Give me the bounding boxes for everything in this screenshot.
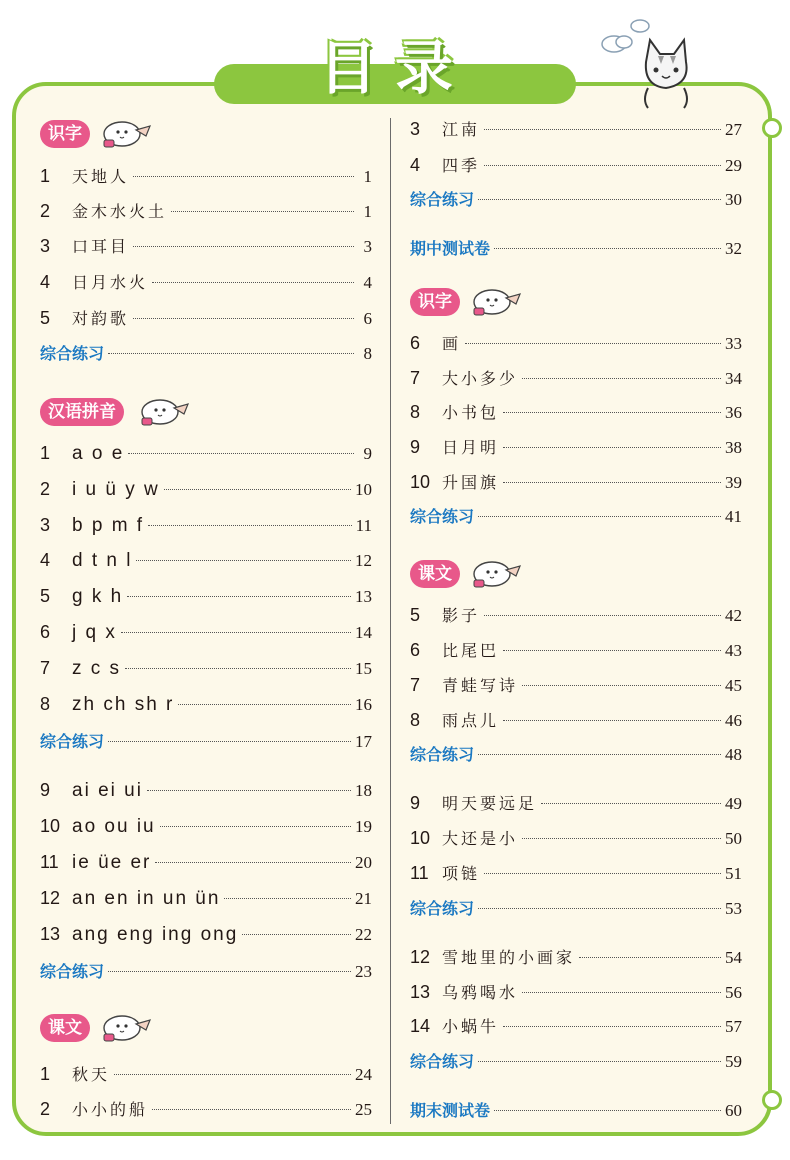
- toc-entry[interactable]: [40, 658, 372, 682]
- dot-leader: [147, 790, 351, 791]
- page-number: 34: [725, 369, 742, 388]
- binder-ring-bottom: [762, 1090, 782, 1110]
- page-number: 14: [355, 623, 372, 642]
- entry-number: 11: [40, 852, 59, 872]
- toc-entry[interactable]: [40, 694, 372, 718]
- dot-leader: [224, 898, 351, 899]
- page-number: 17: [355, 732, 372, 751]
- seal-mascot-icon: [468, 556, 522, 590]
- entry-number: 10: [410, 472, 431, 492]
- entry-number: 5: [410, 605, 421, 625]
- dot-leader: [108, 971, 351, 972]
- entry-title: 乌鸦喝水: [442, 983, 519, 1002]
- dot-leader: [121, 632, 351, 633]
- entry-title: 影子: [442, 606, 481, 625]
- dot-leader: [133, 176, 354, 177]
- entry-title: 雨点儿: [442, 711, 500, 730]
- entry-number: 3: [40, 515, 51, 535]
- seal-mascot-icon: [98, 116, 152, 150]
- page-number: 54: [725, 948, 742, 967]
- summary-title: 综合练习: [410, 190, 475, 209]
- entry-title: 画: [442, 334, 462, 353]
- page-number: 59: [725, 1052, 742, 1071]
- toc-entry[interactable]: [40, 270, 372, 294]
- entry-title: 明天要远足: [442, 794, 538, 813]
- dot-leader: [484, 873, 721, 874]
- entry-title: ao ou iu: [72, 816, 156, 837]
- page-number: 1: [363, 202, 372, 221]
- page-number: 21: [355, 889, 372, 908]
- entry-number: 1: [40, 1064, 51, 1084]
- section-header-badge: [40, 120, 90, 148]
- entry-number: 13: [410, 982, 431, 1002]
- entry-number: 10: [410, 828, 431, 848]
- dot-leader: [503, 482, 721, 483]
- page-number: 41: [725, 507, 742, 526]
- toc-entry[interactable]: [40, 1062, 372, 1086]
- dot-leader: [503, 412, 721, 413]
- entry-title: 大小多少: [442, 369, 519, 388]
- toc-entry[interactable]: [410, 603, 742, 627]
- toc-entry[interactable]: [40, 852, 372, 876]
- page-title: 目录: [318, 34, 471, 102]
- dot-leader: [242, 934, 351, 935]
- toc-entry[interactable]: [410, 366, 742, 390]
- entry-number: 4: [40, 550, 51, 570]
- toc-entry[interactable]: [40, 888, 372, 912]
- page-number: 16: [355, 695, 372, 714]
- toc-entry[interactable]: [410, 400, 742, 424]
- dot-leader: [541, 803, 721, 804]
- dot-leader: [478, 1061, 721, 1062]
- dot-leader: [522, 992, 721, 993]
- dot-leader: [494, 1110, 721, 1111]
- toc-entry[interactable]: [410, 470, 742, 494]
- toc-entry[interactable]: [410, 638, 742, 662]
- entry-number: 4: [410, 155, 421, 175]
- toc-entry[interactable]: [410, 117, 742, 141]
- seal-mascot-icon: [468, 284, 522, 318]
- section-header-label: 课文: [418, 564, 452, 584]
- entry-number: 8: [410, 710, 421, 730]
- entry-number: 8: [40, 694, 51, 714]
- entry-title: 对韵歌: [72, 309, 130, 328]
- toc-summary-row[interactable]: [40, 341, 372, 365]
- toc-summary-row[interactable]: [410, 1098, 742, 1122]
- entry-number: 6: [40, 622, 51, 642]
- dot-leader: [478, 199, 721, 200]
- dot-leader: [579, 957, 721, 958]
- entry-number: 6: [410, 640, 421, 660]
- summary-title: 综合练习: [40, 962, 105, 981]
- entry-title: an en in un ün: [72, 888, 221, 909]
- section-header-badge: [410, 560, 460, 588]
- dot-leader: [478, 516, 721, 517]
- entry-title: 四季: [442, 156, 481, 175]
- entry-title: ai ei ui: [72, 780, 143, 801]
- dot-leader: [522, 838, 721, 839]
- toc-summary-row[interactable]: [40, 959, 372, 983]
- dot-leader: [478, 754, 721, 755]
- binder-ring-top: [762, 118, 782, 138]
- toc-summary-row[interactable]: [410, 1049, 742, 1073]
- section-header-label: 汉语拼音: [48, 402, 116, 422]
- toc-entry[interactable]: [410, 1014, 742, 1038]
- summary-title: 综合练习: [410, 507, 475, 526]
- toc-entry[interactable]: [410, 708, 742, 732]
- entry-number: 7: [410, 368, 421, 388]
- entry-title: ang eng ing ong: [72, 924, 239, 945]
- page-number: 30: [725, 190, 742, 209]
- summary-title: 期中测试卷: [410, 239, 491, 258]
- toc-entry[interactable]: [40, 924, 372, 948]
- dot-leader: [171, 211, 354, 212]
- entry-title: 金木水火土: [72, 202, 168, 221]
- entry-title: d t n l: [72, 550, 133, 571]
- page-number: 38: [725, 438, 742, 457]
- toc-entry[interactable]: [40, 234, 372, 258]
- summary-title: 综合练习: [410, 1052, 475, 1071]
- dot-leader: [125, 668, 351, 669]
- entry-title: b p m f: [72, 515, 145, 536]
- entry-title: ie üe er: [72, 852, 152, 873]
- page-number: 25: [355, 1100, 372, 1119]
- dot-leader: [178, 704, 351, 705]
- page-number: 33: [725, 334, 742, 353]
- page-number: 10: [355, 480, 372, 499]
- entry-number: 12: [410, 947, 431, 967]
- page-number: 42: [725, 606, 742, 625]
- dot-leader: [114, 1074, 351, 1075]
- toc-entry[interactable]: [40, 443, 372, 467]
- entry-title: 小小的船: [72, 1100, 149, 1119]
- section-header-badge: [410, 288, 460, 316]
- toc-summary-row[interactable]: [40, 729, 372, 753]
- toc-entry[interactable]: [410, 826, 742, 850]
- entry-number: 6: [410, 333, 421, 353]
- toc-entry[interactable]: [410, 435, 742, 459]
- page-number: 56: [725, 983, 742, 1002]
- entry-title: 雪地里的小画家: [442, 948, 576, 967]
- page-number: 22: [355, 925, 372, 944]
- dot-leader: [152, 1109, 351, 1110]
- page-number: 4: [363, 273, 372, 292]
- page-number: 49: [725, 794, 742, 813]
- dot-leader: [522, 378, 721, 379]
- entry-number: 9: [410, 437, 421, 457]
- entry-number: 8: [410, 402, 421, 422]
- summary-title: 综合练习: [40, 732, 105, 751]
- page-number: 15: [355, 659, 372, 678]
- entry-title: 升国旗: [442, 473, 500, 492]
- dot-leader: [484, 165, 721, 166]
- entry-title: 项链: [442, 864, 481, 883]
- toc-entry[interactable]: [410, 861, 742, 885]
- dot-leader: [478, 908, 721, 909]
- page-number: 36: [725, 403, 742, 422]
- toc-entry[interactable]: [40, 479, 372, 503]
- entry-title: zh ch sh r: [72, 694, 175, 715]
- toc-entry[interactable]: [410, 791, 742, 815]
- entry-number: 9: [410, 793, 421, 813]
- dot-leader: [494, 248, 721, 249]
- entry-title: a o e: [72, 443, 125, 464]
- toc-entry[interactable]: [40, 199, 372, 223]
- toc-entry[interactable]: [410, 980, 742, 1004]
- column-divider: [390, 118, 391, 1124]
- page-number: 8: [363, 344, 372, 363]
- toc-entry[interactable]: [410, 945, 742, 969]
- page-number: 46: [725, 711, 742, 730]
- entry-title: 日月明: [442, 438, 500, 457]
- entry-title: 日月水火: [72, 273, 149, 292]
- section-header-label: 识字: [48, 124, 82, 144]
- dot-leader: [465, 343, 721, 344]
- toc-summary-row[interactable]: [410, 187, 742, 211]
- entry-title: 天地人: [72, 167, 130, 186]
- dot-leader: [127, 596, 351, 597]
- page-number: 50: [725, 829, 742, 848]
- page-number: 19: [355, 817, 372, 836]
- toc-entry[interactable]: [410, 331, 742, 355]
- entry-number: 11: [410, 863, 429, 883]
- toc-entry[interactable]: [410, 153, 742, 177]
- page-number: 18: [355, 781, 372, 800]
- toc-entry[interactable]: [40, 164, 372, 188]
- page-number: 12: [355, 551, 372, 570]
- dot-leader: [108, 741, 351, 742]
- entry-title: 大还是小: [442, 829, 519, 848]
- entry-number: 2: [40, 479, 51, 499]
- page-number: 20: [355, 853, 372, 872]
- dot-leader: [160, 826, 351, 827]
- summary-title: 期末测试卷: [410, 1101, 491, 1120]
- dot-leader: [155, 862, 351, 863]
- page-number: 3: [363, 237, 372, 256]
- entry-number: 3: [40, 236, 51, 256]
- toc-summary-row[interactable]: [410, 236, 742, 260]
- entry-number: 14: [410, 1016, 431, 1036]
- toc-entry[interactable]: [40, 515, 372, 539]
- toc-entry[interactable]: [40, 550, 372, 574]
- page-number: 9: [363, 444, 372, 463]
- entry-number: 7: [40, 658, 51, 678]
- entry-title: 比尾巴: [442, 641, 500, 660]
- page-number: 39: [725, 473, 742, 492]
- dot-leader: [108, 353, 354, 354]
- dot-leader: [128, 453, 354, 454]
- page-number: 27: [725, 120, 742, 139]
- entry-title: i u ü y w: [72, 479, 160, 500]
- dot-leader: [522, 685, 721, 686]
- page-number: 53: [725, 899, 742, 918]
- entry-title: z c s: [72, 658, 122, 679]
- dot-leader: [503, 447, 721, 448]
- toc-summary-row[interactable]: [410, 742, 742, 766]
- entry-number: 2: [40, 1099, 51, 1119]
- page-number: 13: [355, 587, 372, 606]
- entry-title: 江南: [442, 120, 481, 139]
- entry-title: 秋天: [72, 1065, 111, 1084]
- dot-leader: [484, 615, 721, 616]
- dot-leader: [133, 318, 354, 319]
- page-number: 51: [725, 864, 742, 883]
- entry-number: 12: [40, 888, 61, 908]
- dot-leader: [136, 560, 351, 561]
- seal-mascot-icon: [98, 1010, 152, 1044]
- page-number: 6: [363, 309, 372, 328]
- entry-number: 5: [40, 308, 51, 328]
- section-header-label: 识字: [418, 292, 452, 312]
- entry-number: 1: [40, 443, 51, 463]
- dot-leader: [164, 489, 351, 490]
- section-header-badge: [40, 1014, 90, 1042]
- toc-summary-row[interactable]: [410, 896, 742, 920]
- page-number: 23: [355, 962, 372, 981]
- toc-entry[interactable]: [40, 622, 372, 646]
- toc-summary-row[interactable]: [410, 504, 742, 528]
- summary-title: 综合练习: [410, 745, 475, 764]
- summary-title: 综合练习: [40, 344, 105, 363]
- entry-number: 9: [40, 780, 51, 800]
- entry-title: j q x: [72, 622, 117, 643]
- summary-title: 综合练习: [410, 899, 475, 918]
- entry-title: 口耳目: [72, 237, 130, 256]
- entry-title: g k h: [72, 586, 124, 607]
- entry-title: 小书包: [442, 403, 500, 422]
- seal-mascot-icon: [136, 394, 190, 428]
- entry-number: 5: [40, 586, 51, 606]
- entry-number: 7: [410, 675, 421, 695]
- dot-leader: [484, 129, 721, 130]
- toc-entry[interactable]: [40, 1097, 372, 1121]
- page-number: 57: [725, 1017, 742, 1036]
- toc-entry[interactable]: [40, 816, 372, 840]
- entry-number: 1: [40, 166, 51, 186]
- cat-mascot-icon: [598, 14, 708, 110]
- entry-number: 2: [40, 201, 51, 221]
- page-number: 32: [725, 239, 742, 258]
- toc-entry[interactable]: [410, 673, 742, 697]
- page-number: 24: [355, 1065, 372, 1084]
- section-header-label: 课文: [48, 1018, 82, 1038]
- section-header-badge: [40, 398, 124, 426]
- dot-leader: [152, 282, 354, 283]
- entry-title: 小蜗牛: [442, 1017, 500, 1036]
- page-number: 43: [725, 641, 742, 660]
- entry-number: 4: [40, 272, 51, 292]
- toc-entry[interactable]: [40, 780, 372, 804]
- page-number: 1: [363, 167, 372, 186]
- page-number: 11: [355, 516, 372, 535]
- page-number: 48: [725, 745, 742, 764]
- entry-number: 10: [40, 816, 61, 836]
- page-number: 29: [725, 156, 742, 175]
- entry-number: 13: [40, 924, 61, 944]
- page-number: 45: [725, 676, 742, 695]
- toc-entry[interactable]: [40, 306, 372, 330]
- page-number: 60: [725, 1101, 742, 1120]
- dot-leader: [503, 650, 721, 651]
- dot-leader: [503, 720, 721, 721]
- dot-leader: [133, 246, 354, 247]
- entry-title: 青蛙写诗: [442, 676, 519, 695]
- toc-entry[interactable]: [40, 586, 372, 610]
- dot-leader: [148, 525, 352, 526]
- dot-leader: [503, 1026, 721, 1027]
- entry-number: 3: [410, 119, 421, 139]
